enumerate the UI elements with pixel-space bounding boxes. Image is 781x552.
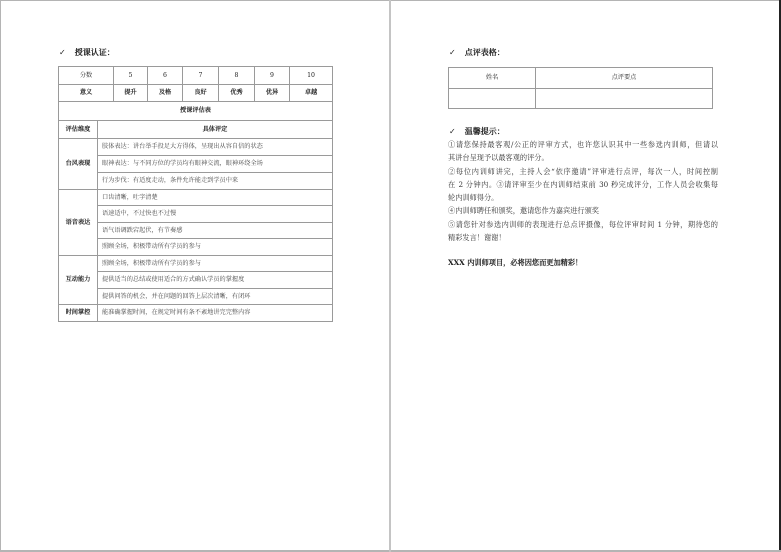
tips-body — [448, 138, 718, 244]
evaluation-table — [58, 66, 333, 322]
review-points-cell[interactable] — [536, 89, 713, 109]
score-label: 分数 — [59, 67, 114, 85]
meaning-cell: 及格 — [148, 85, 183, 102]
tip-line: ⑤请您针对参选内训师的表现进行总点评摄像，每位评审时间 1 分钟，期待您的 — [448, 219, 718, 229]
tip-line: 精彩发言！谢谢！ — [448, 233, 506, 243]
table-row — [59, 156, 333, 173]
table-row — [59, 272, 333, 289]
review-row — [449, 89, 713, 109]
section-heading-tips — [449, 126, 505, 137]
dimension-name: 互动能力 — [59, 256, 98, 305]
dimension-name: 台风表现 — [59, 139, 98, 190]
table-row — [59, 173, 333, 190]
page-right — [391, 0, 779, 550]
score-cell: 10 — [290, 67, 333, 85]
page-left — [1, 0, 389, 550]
table-row — [59, 305, 333, 322]
criteria-cell: 肢体表达：讲台举手投足大方得体，呈现出从容自信的状态 — [98, 139, 333, 156]
score-cell: 9 — [255, 67, 290, 85]
table-row — [59, 139, 333, 156]
criteria-cell: 语速适中，不过快也不过慢 — [98, 206, 333, 223]
criteria-cell: 语气语调跌宕起伏，有节奏感 — [98, 223, 333, 239]
score-cell: 5 — [114, 67, 148, 85]
score-cell: 7 — [183, 67, 219, 85]
table-title: 授课评估表 — [59, 102, 333, 121]
table-row — [59, 190, 333, 206]
table-row — [59, 206, 333, 223]
criteria-cell: 提供适当的总结或使用适合的方式确认学员的掌握度 — [98, 272, 333, 289]
meaning-cell: 优异 — [255, 85, 290, 102]
dimension-header: 评估维度 — [59, 121, 98, 139]
tip-line: ①请您保持最客观/公正的评审方式，也许您认识其中一些参选内训师，但请以 — [448, 140, 718, 149]
score-cell: 6 — [148, 67, 183, 85]
meaning-cell: 良好 — [183, 85, 219, 102]
dimension-name: 时间掌控 — [59, 305, 98, 322]
table-row — [59, 223, 333, 239]
criteria-cell: 能准确掌握时间，在规定时间有条不紊地讲完完整内容 — [98, 305, 333, 322]
criteria-cell: 眼神表达：与不同方位的学员均有眼神交流，眼神环绕全场 — [98, 156, 333, 173]
section-heading-certification — [59, 47, 115, 58]
tip-line: 其讲台呈现予以最客观的评分。 — [448, 153, 549, 163]
meaning-row — [59, 85, 333, 102]
criteria-cell: 提供问答的机会，并在问题的回答上层次清晰，有闭环 — [98, 289, 333, 305]
score-cell: 8 — [219, 67, 255, 85]
table-row — [59, 239, 333, 256]
criteria-header: 具体评定 — [98, 121, 333, 139]
checkmark-icon: ✓ — [449, 48, 456, 57]
review-points-header: 点评要点 — [536, 68, 713, 89]
criteria-cell: 行为步伐：有适度走动，条件允许能走到学员中来 — [98, 173, 333, 190]
table-row — [59, 289, 333, 305]
criteria-cell: 照顾全场，积极带动所有学员的参与 — [98, 256, 333, 272]
review-header-row — [449, 68, 713, 89]
name-header: 姓名 — [449, 68, 536, 89]
meaning-cell: 卓越 — [290, 85, 333, 102]
closing-statement: XXX 内训师项目，必将因您而更加精彩！ — [448, 258, 583, 267]
section-title: 温馨提示： — [464, 126, 505, 136]
criteria-cell: 照顾全场，积极带动所有学员的参与 — [98, 239, 333, 256]
meaning-label: 意义 — [59, 85, 114, 102]
meaning-cell: 优秀 — [219, 85, 255, 102]
score-row — [59, 67, 333, 85]
tip-line: ④内训师聘任和颁奖，邀请您作为嘉宾进行颁奖 — [448, 206, 599, 216]
table-row — [59, 256, 333, 272]
header-row — [59, 121, 333, 139]
tip-line: 在 2 分钟内。③请评审至少在内训师结束前 30 秒完成评分，工作人员会收集每 — [448, 179, 718, 189]
criteria-cell: 口齿清晰，吐字清楚 — [98, 190, 333, 206]
section-heading-review — [449, 47, 505, 58]
tip-line: ②每位内训师讲完，主持人会“依序邀请”评审进行点评，每次一人，时间控制 — [448, 166, 718, 176]
table-title-row — [59, 102, 333, 121]
meaning-cell: 提升 — [114, 85, 148, 102]
name-cell[interactable] — [449, 89, 536, 109]
review-table — [448, 67, 713, 109]
checkmark-icon: ✓ — [449, 127, 456, 136]
dimension-name: 语音表达 — [59, 190, 98, 256]
tip-line: 轮内训师得分。 — [448, 193, 499, 203]
section-title: 点评表格： — [464, 47, 505, 57]
checkmark-icon: ✓ — [59, 48, 66, 57]
section-title: 授课认证： — [74, 47, 115, 57]
